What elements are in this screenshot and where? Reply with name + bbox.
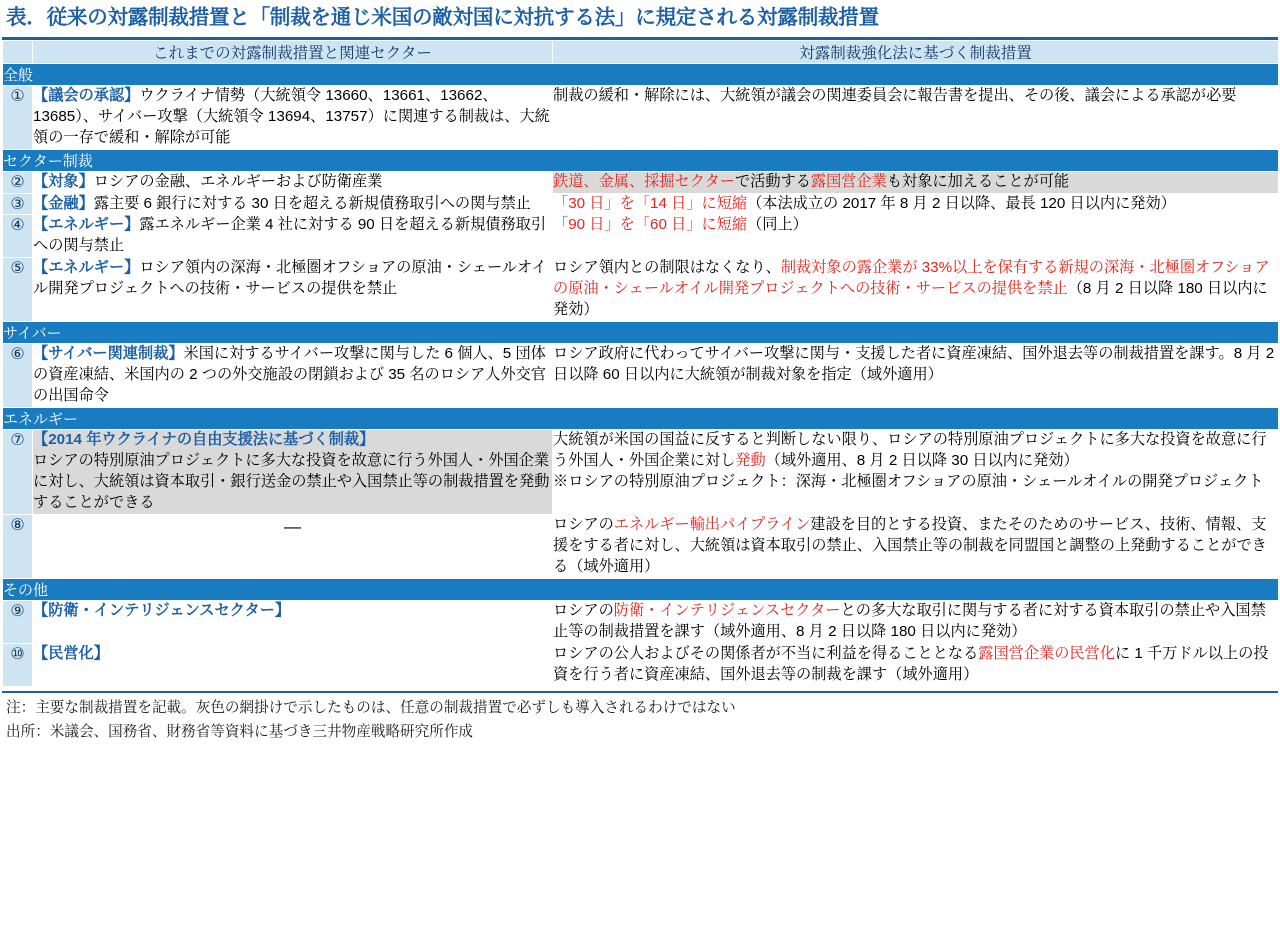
right-note-d: ※ロシアの特別原油プロジェクト：深海・北極圏オフショアの原油・シェールオイルの開発プロジェクト [553,473,1264,491]
right-emphasis-a: 「30 日」を「14 日」に短縮 [553,194,748,212]
row-right-new: ロシア政府に代わってサイバー攻撃に関与・支援した者に資産凍結、国外退去等の制裁措置を課す。8 月 2 日以降 60 日以内に大統領が制裁対象を指定（域外適用） [553,344,1279,408]
footnote-note: 注：主要な制裁措置を記載。灰色の網掛けで示したものは、任意の制裁措置で必ずしも導入されるわけではない [6,699,736,716]
row-number: ① [3,85,33,149]
section-label-cyber: サイバー [3,322,1279,344]
table-row [3,601,1279,644]
row-left-existing [33,344,553,408]
row-right-new [553,215,1279,258]
row-left-text: ロシア領内の深海・北極圏オフショアの原油・シェールオイル開発プロジェクトへの技術・サービスの提供を禁止 [33,259,547,298]
row-right-new: 制裁の緩和・解除には、大統領が議会の関連委員会に報告書を提出、その後、議会による承認が必要 [553,85,1279,149]
row-right-new [553,430,1279,515]
right-text-d: も対象に加えることが可能 [886,172,1070,190]
right-emphasis-b: 発動 [735,452,766,470]
row-left-existing [33,601,553,644]
row-number: ② [3,171,33,193]
row-left-existing [33,85,553,149]
row-left-lead: 【エネルギー】 [33,259,140,277]
column-header-number [3,40,33,63]
row-left-lead: 【エネルギー】 [33,216,140,234]
row-left-existing [33,430,553,515]
row-left-text: 露主要 6 銀行に対する 30 日を超える新規債務取引への関与禁止 [93,194,531,212]
row-left-existing [33,258,553,322]
row-left-existing [33,193,553,215]
column-header-new: 対露制裁強化法に基づく制裁措置 [553,40,1279,63]
row-number: ⑨ [3,601,33,644]
right-emphasis-b: 制裁対象の露企業が 33%以上を保有する新規の深海・北極圏オフショアの原油・シェールオイル開発プロジェクトへの技術・サービスの提供を禁止 [553,259,1270,298]
row-left-text: ロシアの金融、エネルギーおよび防衛産業 [93,172,383,190]
section-row-energy [3,408,1279,430]
table-row [3,643,1279,686]
right-text-a: ロシアの [553,516,614,534]
row-left-existing [33,171,553,193]
section-row-other [3,579,1279,601]
row-left-lead: 【金融】 [33,194,94,212]
row-number: ③ [3,193,33,215]
table-row [3,344,1279,408]
row-left-lead: 【2014 年ウクライナの自由支援法に基づく制裁】 [33,431,375,449]
footnotes [2,691,1278,745]
row-right-new [553,643,1279,686]
row-left-text: ウクライナ情勢（大統領令 13660、13661、13662、13685）、サイバー攻撃（大統領令 13694、13757）に関連する制裁は、大統領の一存で緩和・解除が可能 [33,86,550,146]
right-emphasis-b: 防衛・インテリジェンスセクター [613,602,841,619]
table-row [3,171,1279,193]
row-left-lead: 【サイバー関連制裁】 [33,345,184,363]
footnote-source: 出所：米議会、国務省、財務省等資料に基づき三井物産戦略研究所作成 [6,723,474,740]
row-number: ⑥ [3,344,33,408]
section-row-cyber [3,322,1279,344]
right-text-b: で活動する [734,172,811,190]
right-text-a: ロシアの [553,602,614,619]
row-number: ⑩ [3,643,33,686]
row-left-existing: — [33,515,553,579]
row-left-lead: 【防衛・インテリジェンスセクター】 [33,602,291,619]
right-text-b: （本法成立の 2017 年 8 月 2 日以降、最長 120 日以内に発効） [747,194,1176,212]
right-text-c: （8 月 2 日以降 180 日以内に発効） [553,280,1268,319]
right-text-a: 大統領が米国の国益に反すると判断しない限り、ロシアの特別原油プロジェクトに多大な投資を故意に行う外国人・外国企業に対し [553,431,1267,470]
section-label-sector: セクター制裁 [3,149,1279,171]
row-left-text: 露エネルギー企業 4 社に対する 90 日を超える新規債務取引への関与禁止 [33,216,547,255]
right-emphasis-a: 「90 日」を「60 日」に短縮 [553,216,748,234]
row-left-existing [33,215,553,258]
row-right-new [553,193,1279,215]
row-number: ⑦ [3,430,33,515]
table-row [3,193,1279,215]
row-right-new [553,601,1279,644]
sanctions-table [2,40,1279,687]
right-emphasis-a: 鉄道、金属、採掘セクター [553,172,735,190]
right-emphasis-c: 露国営企業 [810,172,887,190]
right-emphasis-b: 露国営企業の民営化 [978,644,1115,662]
table-row [3,515,1279,579]
table-row [3,430,1279,515]
right-text-a: ロシアの公人およびその関係者が不当に利益を得ることとなる [553,644,979,662]
row-left-text: 米国に対するサイバー攻撃に関与した 6 個人、5 団体の資産凍結、米国内の 2 つの外交施設の閉鎖および 35 名のロシア人外交官の出国命令 [33,345,547,405]
right-text-b: （同上） [747,216,808,234]
table-row [3,215,1279,258]
row-right-new [553,515,1279,579]
table-header-row [3,40,1279,63]
table-row [3,258,1279,322]
table-row [3,85,1279,149]
section-row-general [3,63,1279,85]
right-emphasis-b: エネルギー輸出パイプライン [613,516,811,534]
row-left-lead: 【対象】 [33,172,94,190]
right-text-c: に 1 千万ドル以上の投資を行う者に資産凍結、国外退去等の制裁を課す（域外適用） [553,644,1269,683]
right-text-a: ロシア領内との制限はなくなり、 [553,259,781,277]
row-right-new [553,171,1279,193]
right-text-c: （域外適用、8 月 2 日以降 30 日以内に発効） [765,452,1079,470]
page-title: 表．従来の対露制裁措置と「制裁を通じ米国の敵対国に対抗する法」に規定される対露制裁措置 [6,6,879,29]
section-row-sector [3,149,1279,171]
right-text-c: 建設を目的とする投資、またそのためのサービス、技術、情報、支援をする者に対し、大統領は資本取引の禁止、入国禁止等の制裁を同盟国と調整の上発動することができる（域外適用） [553,516,1267,576]
row-left-text: ロシアの特別原油プロジェクトに多大な投資を故意に行う外国人・外国企業に対し、大統領は資本取引・銀行送金の禁止や入国禁止等の制裁措置を発動することができる [33,452,550,512]
right-text-c: との多大な取引に関与する者に対する資本取引の禁止や入国禁止等の制裁措置を課す（域外適用、8 月 2 日以降 180 日以内に発効） [553,602,1266,640]
row-right-new [553,258,1279,322]
row-number: ⑧ [3,515,33,579]
row-number: ⑤ [3,258,33,322]
section-label-general: 全般 [3,63,1279,85]
row-number: ④ [3,215,33,258]
row-left-lead: 【民営化】 [33,644,109,662]
column-header-existing: これまでの対露制裁措置と関連セクター [33,40,553,63]
row-left-existing [33,643,553,686]
row-left-lead: 【議会の承認】 [33,86,140,104]
section-label-other: その他 [3,579,1279,601]
section-label-energy: エネルギー [3,408,1279,430]
